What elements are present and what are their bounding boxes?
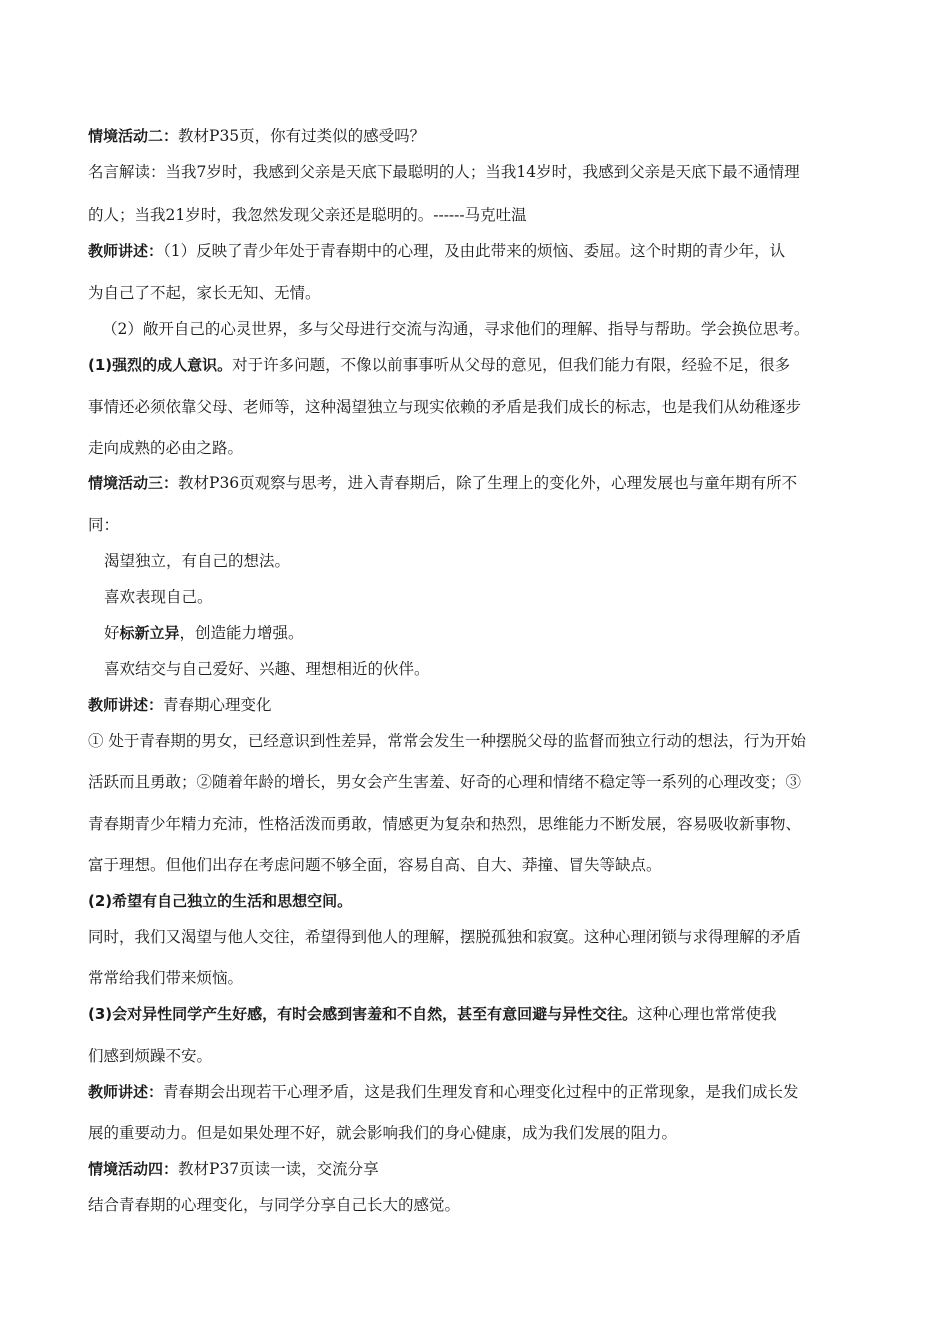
text-line	[88, 813, 878, 835]
bold-label: (1)强烈的成人意识。	[88, 356, 233, 374]
text-line	[88, 730, 878, 752]
line-text: 教材P35页，你有过类似的感受吗？	[178, 127, 426, 145]
text-line	[88, 161, 878, 183]
line-text: 活跃而且勇敢；②随着年龄的增长，男女会产生害羞、好奇的心理和情绪不稳定等一系列的心理改变；③	[88, 773, 802, 791]
text-line	[104, 586, 894, 608]
line-text: （1）反映了青少年处于青春期中的心理，及由此带来的烦恼、委屈。这个时期的青少年，认	[163, 242, 786, 260]
line-prefix: 好	[104, 624, 120, 642]
line-text: ① 处于青春期的男女，已经意识到性差异，常常会发生一种摆脱父母的监督而独立行动的想法，行为开始	[88, 732, 806, 750]
line-text: （2）敞开自己的心灵世界，多与父母进行交流与沟通，寻求他们的理解、指导与帮助。学会换位思考。	[102, 320, 810, 338]
text-line	[88, 1045, 878, 1067]
text-line	[88, 354, 878, 376]
bold-label: (2)希望有自己独立的生活和思想空间。	[88, 892, 353, 910]
line-text: 富于理想。但他们出存在考虑问题不够全面，容易自高、自大、莽撞、冒失等缺点。	[88, 856, 662, 874]
text-line	[88, 240, 878, 262]
text-line	[88, 854, 878, 876]
text-line	[88, 282, 878, 304]
line-text: 的人；当我21岁时，我忽然发现父亲还是聪明的。------马克吐温	[88, 206, 527, 224]
line-text: 结合青春期的心理变化，与同学分享自己长大的感觉。	[88, 1196, 461, 1214]
line-text: 这种心理也常常使我	[637, 1005, 777, 1023]
bold-label: 教师讲述：	[88, 1083, 164, 1101]
text-line	[88, 396, 878, 418]
line-text: 同时，我们又渴望与他人交往，希望得到他人的理解，摆脱孤独和寂寞。这种心理闭锁与求得理解的矛盾	[88, 928, 802, 946]
text-line	[88, 926, 878, 948]
text-line	[104, 550, 894, 572]
line-text: 名言解读：当我7岁时，我感到父亲是天底下最聪明的人；当我14岁时，我感到父亲是天底下最不通情理	[88, 163, 800, 181]
line-text: 常常给我们带来烦恼。	[88, 969, 244, 987]
text-line	[88, 125, 878, 147]
line-text: 教材P36页观察与思考，进入青春期后，除了生理上的变化外，心理发展也与童年期有所不	[178, 474, 798, 492]
text-line	[88, 1081, 878, 1103]
text-line	[88, 771, 878, 793]
text-line	[88, 890, 878, 912]
text-line	[88, 694, 878, 716]
text-line	[88, 204, 878, 226]
line-text: 同：	[88, 516, 120, 534]
line-text: 青春期会出现若干心理矛盾，这是我们生理发育和心理变化过程中的正常现象，是我们成长发	[163, 1083, 799, 1101]
bold-label: 情境活动四：	[88, 1160, 179, 1178]
line-text: 青春期青少年精力充沛，性格活泼而勇敢，情感更为复杂和热烈，思维能力不断发展，容易吸收新事物、	[88, 815, 802, 833]
line-text: 们感到烦躁不安。	[88, 1047, 213, 1065]
text-line	[104, 658, 894, 680]
line-text: 青春期心理变化	[163, 696, 272, 714]
line-text: 对于许多问题，不像以前事事听从父母的意见，但我们能力有限，经验不足，很多	[232, 356, 791, 374]
text-line	[104, 622, 894, 644]
text-line	[88, 472, 878, 494]
text-line	[102, 318, 892, 340]
bold-label: 情境活动三：	[88, 474, 179, 492]
text-line	[88, 967, 878, 989]
bold-label: 标新立异	[119, 624, 180, 642]
line-text: 教材P37页读一读，交流分享	[178, 1160, 379, 1178]
bold-label: 教师讲述：	[88, 242, 164, 260]
text-line	[88, 1122, 878, 1144]
line-text: 走向成熟的必由之路。	[88, 439, 244, 457]
line-text: 事情还必须依靠父母、老师等，这种渴望独立与现实依赖的矛盾是我们成长的标志，也是我们从幼稚逐步	[88, 398, 802, 416]
bold-label: 情境活动二：	[88, 127, 179, 145]
line-text: ，创造能力增强。	[179, 624, 304, 642]
line-text: 展的重要动力。但是如果处理不好，就会影响我们的身心健康，成为我们发展的阻力。	[88, 1124, 678, 1142]
line-text: 为自己了不起，家长无知、无情。	[88, 284, 321, 302]
text-line	[88, 1003, 878, 1025]
line-text: 喜欢结交与自己爱好、兴趣、理想相近的伙伴。	[104, 660, 430, 678]
line-text: 喜欢表现自己。	[104, 588, 213, 606]
bold-label: (3)会对异性同学产生好感，有时会感到害羞和不自然，甚至有意回避与异性交往。	[88, 1005, 638, 1023]
text-line	[88, 514, 878, 536]
text-line	[88, 1194, 878, 1216]
line-text: 渴望独立，有自己的想法。	[104, 552, 291, 570]
bold-label: 教师讲述：	[88, 696, 164, 714]
text-line	[88, 437, 878, 459]
text-line	[88, 1158, 878, 1180]
